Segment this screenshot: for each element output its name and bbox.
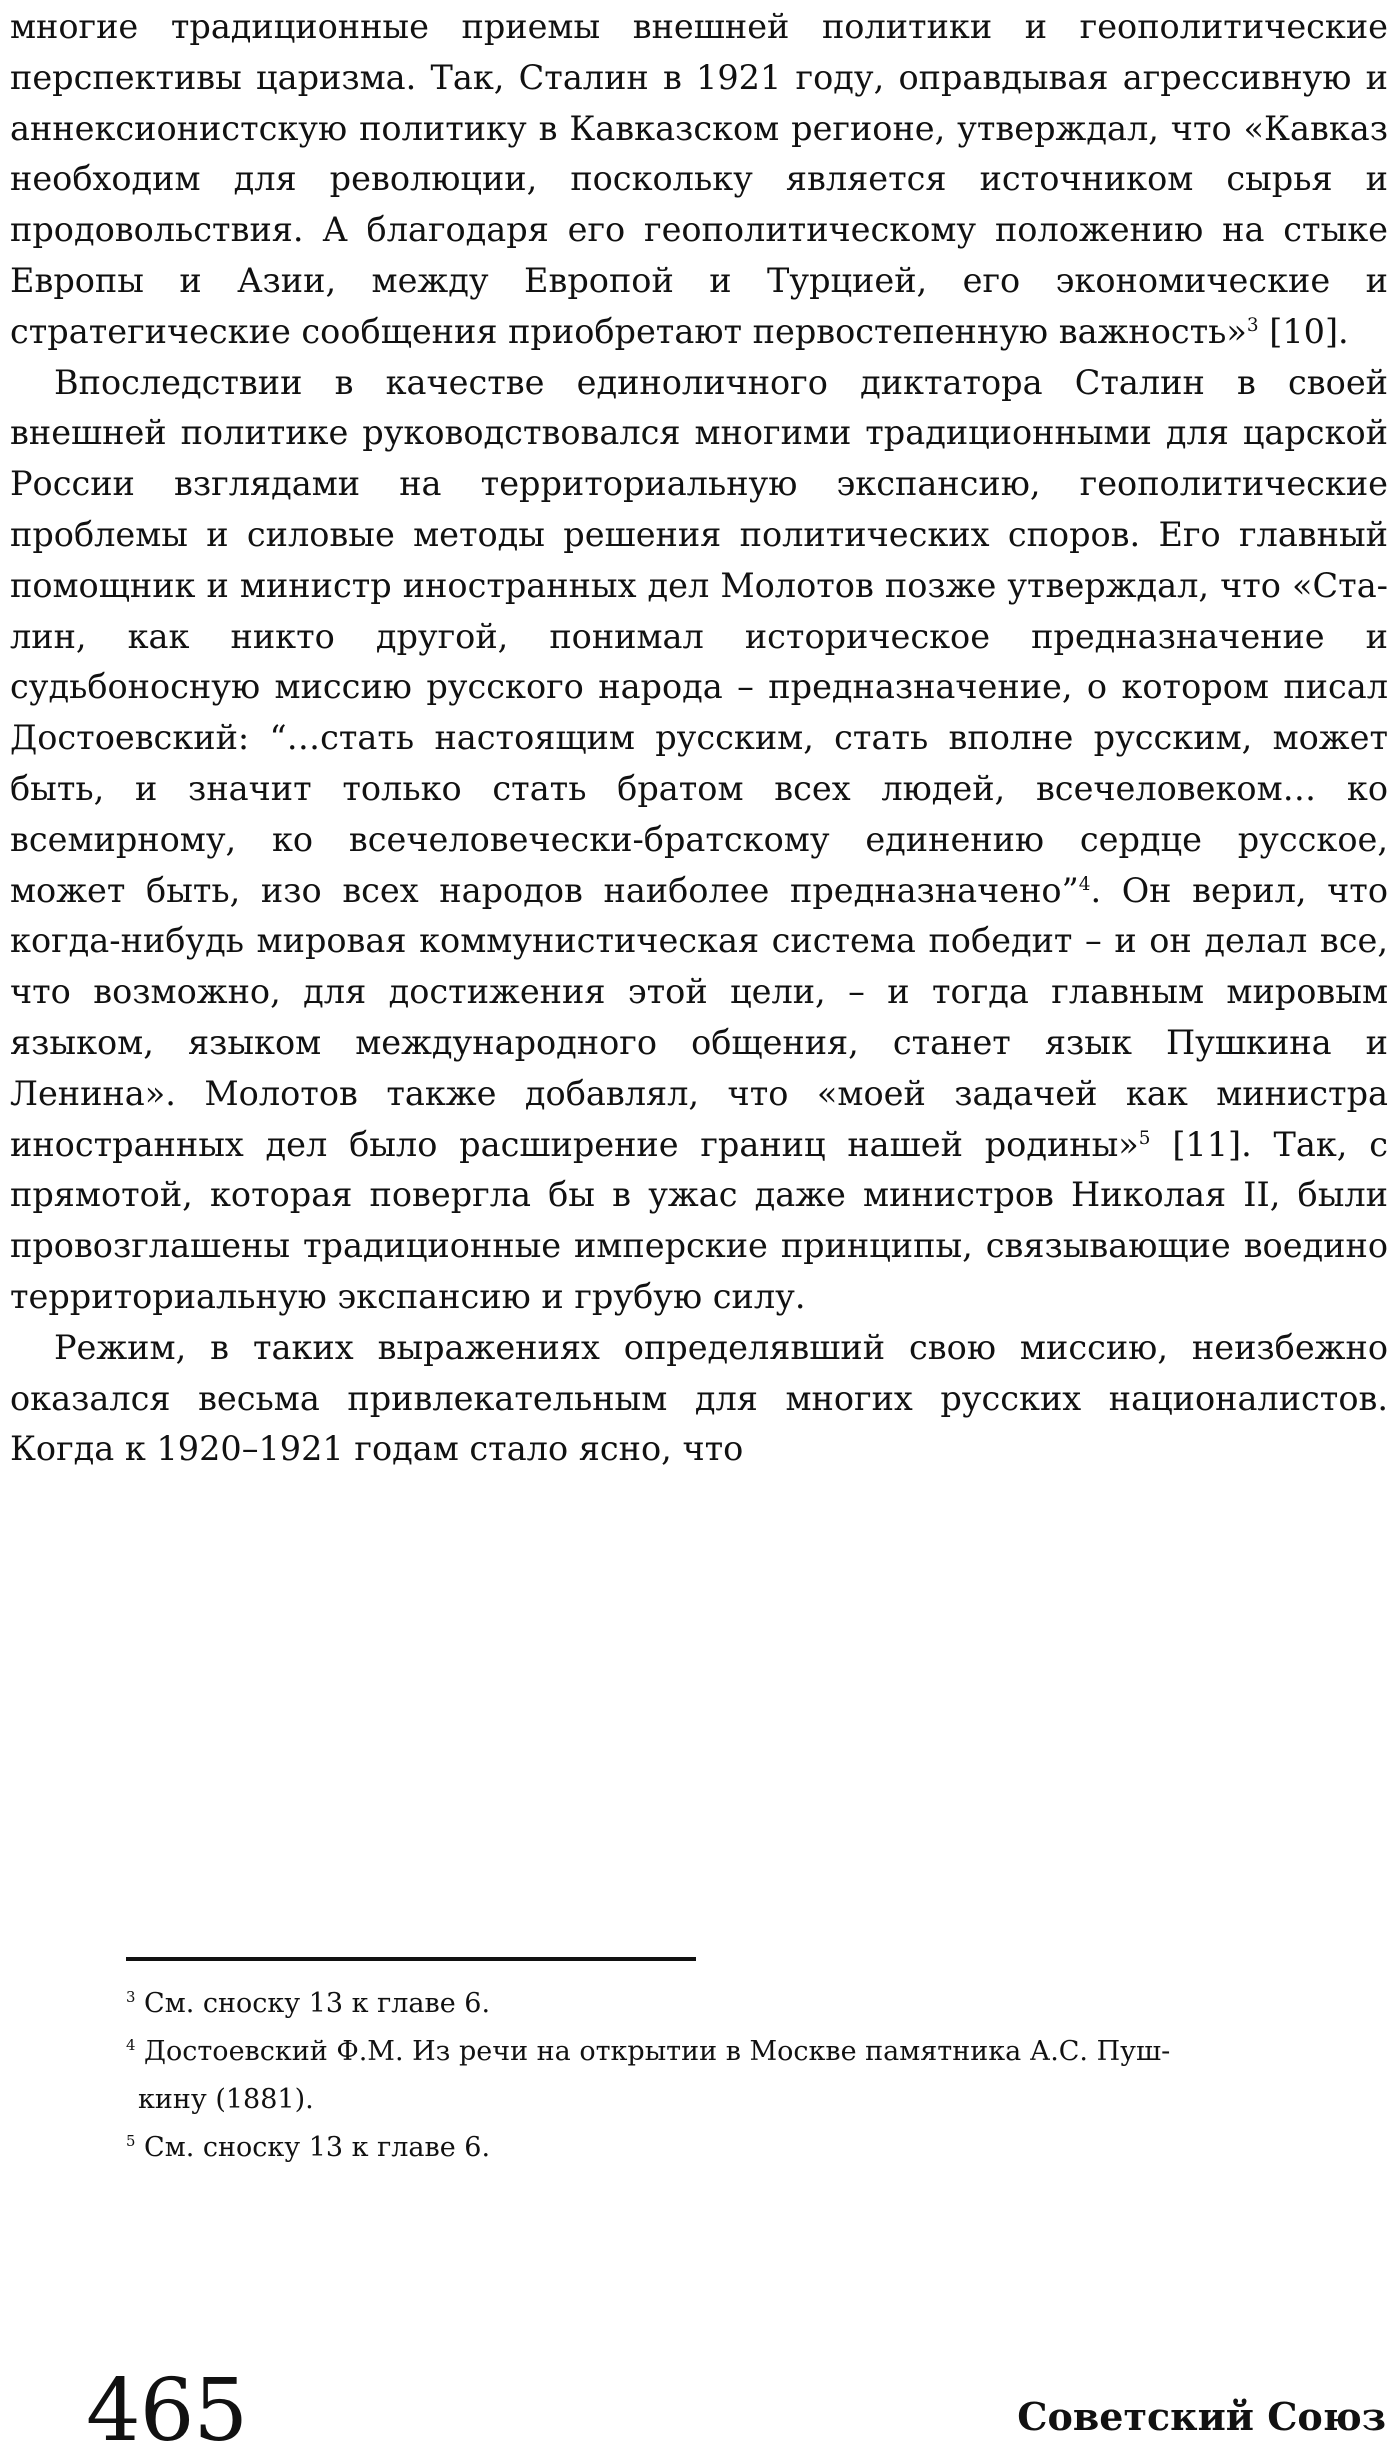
page-number: 465 — [86, 2361, 248, 2461]
footnote-text: См. сноску 13 к главе 6. — [144, 2132, 491, 2163]
footnote-ref-4: 4 — [1078, 873, 1091, 895]
footnote-number: 4 — [126, 2036, 136, 2054]
footnote-text: См. сноску 13 к главе 6. — [144, 1988, 491, 2019]
paragraph-2-text-a: Впоследствии в качестве единоличного диктатора Сталин в своей внешней политике руководствовался многими традиционными для царской России взглядами на территориальную экспансию, геополитические проблемы и силовые методы решения политических споров. Его главный помощник и министр иностранных дел Молотов позже утверждал, что «Сталин, как никто другой, понимал историческое предназначение и судьбоносную миссию русского народа – предназначение, о котором писал Достоевский: “…стать настоящим русским, стать вполне русским, может быть, и значит только стать братом всех людей, всечеловеком… ко всемирному, ко всечеловечески-братскому единению сердце русское, может быть, изо всех народов наиболее предназначено” — [10, 362, 1388, 910]
footnotes — [126, 1980, 1326, 2172]
footnote-separator — [126, 1957, 696, 1961]
footnote-5 — [126, 2124, 1326, 2172]
footnote-ref-3: 3 — [1246, 314, 1259, 336]
paragraph-2-text-b: . Он верил, что когда-нибудь мировая коммунистическая система победит – и он делал все, что возможно, для достижения этой цели, – и тогда главным мировым языком, языком международного общения, станет язык Пушкина и Ленина». Молотов также добавлял, что «моей задачей как министра иностранных дел было расширение границ нашей родины» — [10, 870, 1389, 1164]
paragraph-3 — [10, 1323, 1388, 1475]
paragraph-1-text: многие традиционные приемы внешней политики и геополитические перспективы царизма. Так, Сталин в 1921 году, оправдывая агрессивную и аннексионистскую политику в Кавказском регионе, утверждал, что «Кавказ необходим для революции, поскольку является источником сырья и продовольствия. А благодаря его геополитическому положению на стыке Европы и Азии, между Европой и Турцией, его экономические и стратегические сообщения приобретают первостепенную важность» — [10, 7, 1388, 351]
citation-10: [10]. — [1258, 311, 1349, 351]
paragraph-2 — [10, 358, 1388, 1323]
footnote-text: Достоевский Ф.М. Из речи на открытии в Москве памятника А.С. Пуш- — [144, 2036, 1171, 2067]
footnote-4-continuation: кину (1881). — [138, 2084, 314, 2115]
running-title: Советский Союз — [1017, 2394, 1386, 2439]
paragraph-2-text-c: [11]. Так, с прямотой, которая повергла бы в ужас даже министров Николая II, были провозглашены традиционные имперские принципы, связывающие воедино территориальную экспансию и грубую силу. — [10, 1124, 1389, 1316]
footnote-number: 3 — [126, 1988, 136, 2006]
footnote-4 — [126, 2028, 1326, 2076]
footnote-ref-5: 5 — [1138, 1127, 1151, 1149]
footnote-3 — [126, 1980, 1326, 2028]
paragraph-1 — [10, 2, 1388, 358]
paragraph-3-text: Режим, в таких выражениях определявший свою миссию, неизбежно оказался весьма привлекательным для многих русских националистов. Когда к 1920–1921 годам стало ясно, что — [10, 1327, 1388, 1469]
footnote-number: 5 — [126, 2132, 136, 2150]
body-text — [10, 2, 1388, 1475]
